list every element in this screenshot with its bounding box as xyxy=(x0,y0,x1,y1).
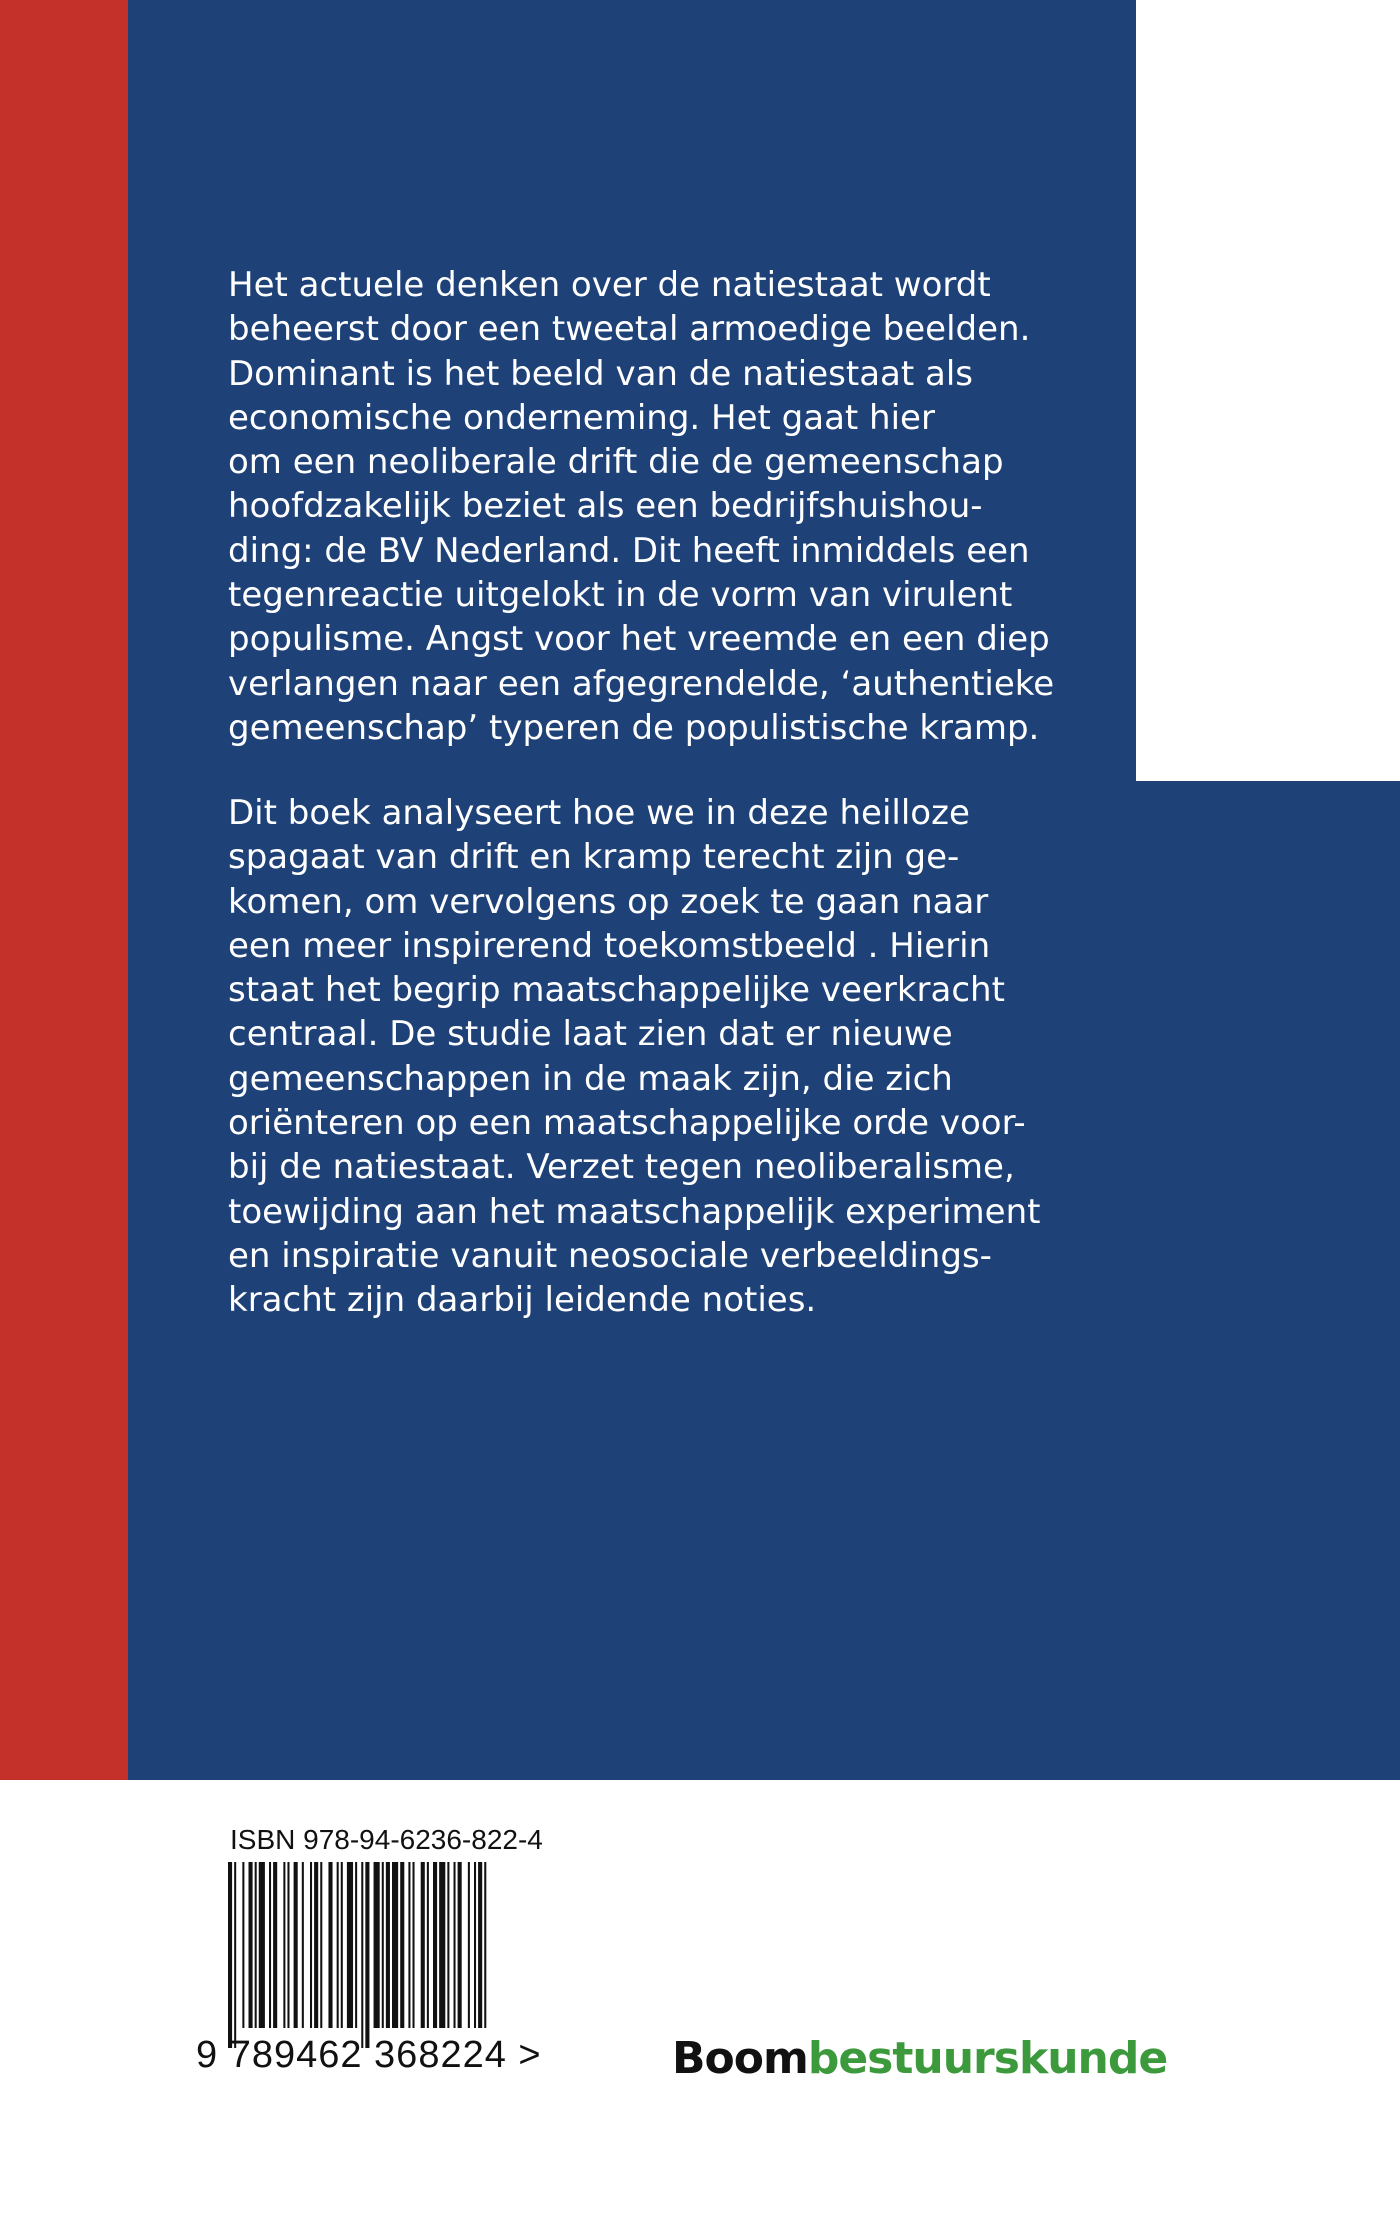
publisher-logo xyxy=(672,2033,1167,2084)
barcode-bar xyxy=(454,1862,456,2028)
barcode-bar xyxy=(374,1862,380,2028)
barcode-bar xyxy=(302,1862,304,2028)
blurb-line: spagaat van drift en kramp terecht zijn ge- xyxy=(228,837,960,878)
barcode-bar xyxy=(242,1862,244,2028)
blurb-line: Dominant is het beeld van de natiestaat als xyxy=(228,353,973,394)
blurb-line: gemeenschappen in de maak zijn, die zich xyxy=(228,1058,953,1099)
red-stripe xyxy=(0,0,128,1780)
barcode-bar xyxy=(283,1862,285,2028)
isbn-label: ISBN 978-94-6236-822-4 xyxy=(230,1824,543,1855)
blurb-paragraph-1 xyxy=(228,263,1055,750)
barcode-bar xyxy=(310,1862,312,2028)
barcode-bar xyxy=(447,1862,449,2028)
barcode-bar xyxy=(474,1862,476,2028)
barcode-bar xyxy=(413,1862,415,2028)
barcode-bar xyxy=(468,1862,470,2028)
barcode-bar xyxy=(361,1862,363,2048)
barcode-bar xyxy=(347,1862,353,2028)
barcode-bar xyxy=(328,1862,332,2028)
barcode-digits: 9 789462 368224 > xyxy=(196,2034,542,2076)
blurb-line: centraal. De studie laat zien dat er nieuwe xyxy=(228,1014,953,1055)
blurb-line: en inspiratie vanuit neosociale verbeeldings- xyxy=(228,1235,992,1276)
barcode-bar xyxy=(421,1862,425,2028)
blurb-paragraph-2 xyxy=(228,791,1048,1323)
barcode-bar xyxy=(478,1862,482,2028)
barcode-bar xyxy=(458,1862,462,2028)
blurb-line: bij de natiestaat. Verzet tegen neoliberalisme, xyxy=(228,1147,1015,1188)
barcode-bar xyxy=(337,1862,339,2028)
barcode-bar xyxy=(255,1862,257,2028)
barcode-bar xyxy=(392,1862,398,2028)
barcode-bar xyxy=(386,1862,390,2028)
barcode-bar xyxy=(400,1862,404,2028)
blurb-line: oriënteren op een maatschappelijke orde voor- xyxy=(228,1103,1026,1144)
publisher-name: Boom xyxy=(672,2033,808,2084)
barcode-bar xyxy=(408,1862,410,2028)
barcode-bar xyxy=(228,1862,232,2048)
barcode-bar xyxy=(341,1862,343,2028)
blurb-line: beheerst door een tweetal armoedige beelden. xyxy=(228,309,1031,350)
barcode-bar xyxy=(484,1862,486,2028)
blurb-line: gemeenschap’ typeren de populistische kramp. xyxy=(228,707,1040,748)
blurb-line: kracht zijn daarbij leidende noties. xyxy=(228,1280,817,1321)
barcode-bar xyxy=(320,1862,322,2028)
barcode-bar xyxy=(273,1862,277,2028)
barcode-bar xyxy=(249,1862,253,2028)
blurb-line: ding: de BV Nederland. Dit heeft inmiddels een xyxy=(228,530,1030,571)
barcode-bar xyxy=(427,1862,429,2028)
barcode-bar xyxy=(314,1862,318,2028)
barcode xyxy=(226,1862,556,2048)
barcode-bar xyxy=(294,1862,298,2028)
barcode-bar xyxy=(439,1862,445,2028)
barcode-bar xyxy=(365,1862,369,2048)
blurb-line: tegenreactie uitgelokt in de vorm van virulent xyxy=(228,575,1013,616)
publisher-imprint: bestuurskunde xyxy=(807,2033,1168,2084)
blue-panel-extension xyxy=(1136,781,1400,1780)
barcode-bar xyxy=(355,1862,357,2028)
barcode-bar xyxy=(259,1862,265,2028)
blurb-line: toewijding aan het maatschappelijk experiment xyxy=(228,1191,1041,1232)
blurb-line: hoofdzakelijk beziet als een bedrijfshuishou- xyxy=(228,486,983,527)
barcode-bar xyxy=(287,1862,289,2028)
blurb-line: Het actuele denken over de natiestaat wordt xyxy=(228,265,991,305)
blurb-line: staat het begrip maatschappelijke veerkracht xyxy=(228,970,1005,1011)
barcode-bar xyxy=(234,1862,236,2048)
blurb-line: een meer inspirerend toekomstbeeld . Hierin xyxy=(228,925,991,966)
blurb-line: verlangen naar een afgegrendelde, ‘authentieke xyxy=(228,663,1055,704)
blurb-line: Dit boek analyseert hoe we in deze heilloze xyxy=(228,793,970,833)
barcode-bar xyxy=(433,1862,437,2028)
blurb-line: om een neoliberale drift die de gemeenschap xyxy=(228,442,1004,483)
blurb-line: komen, om vervolgens op zoek te gaan naar xyxy=(228,881,989,922)
barcode-bar xyxy=(269,1862,271,2028)
barcode-bar xyxy=(382,1862,384,2028)
blurb-line: populisme. Angst voor het vreemde en een diep xyxy=(228,619,1050,660)
blurb-line: economische onderneming. Het gaat hier xyxy=(228,397,935,438)
